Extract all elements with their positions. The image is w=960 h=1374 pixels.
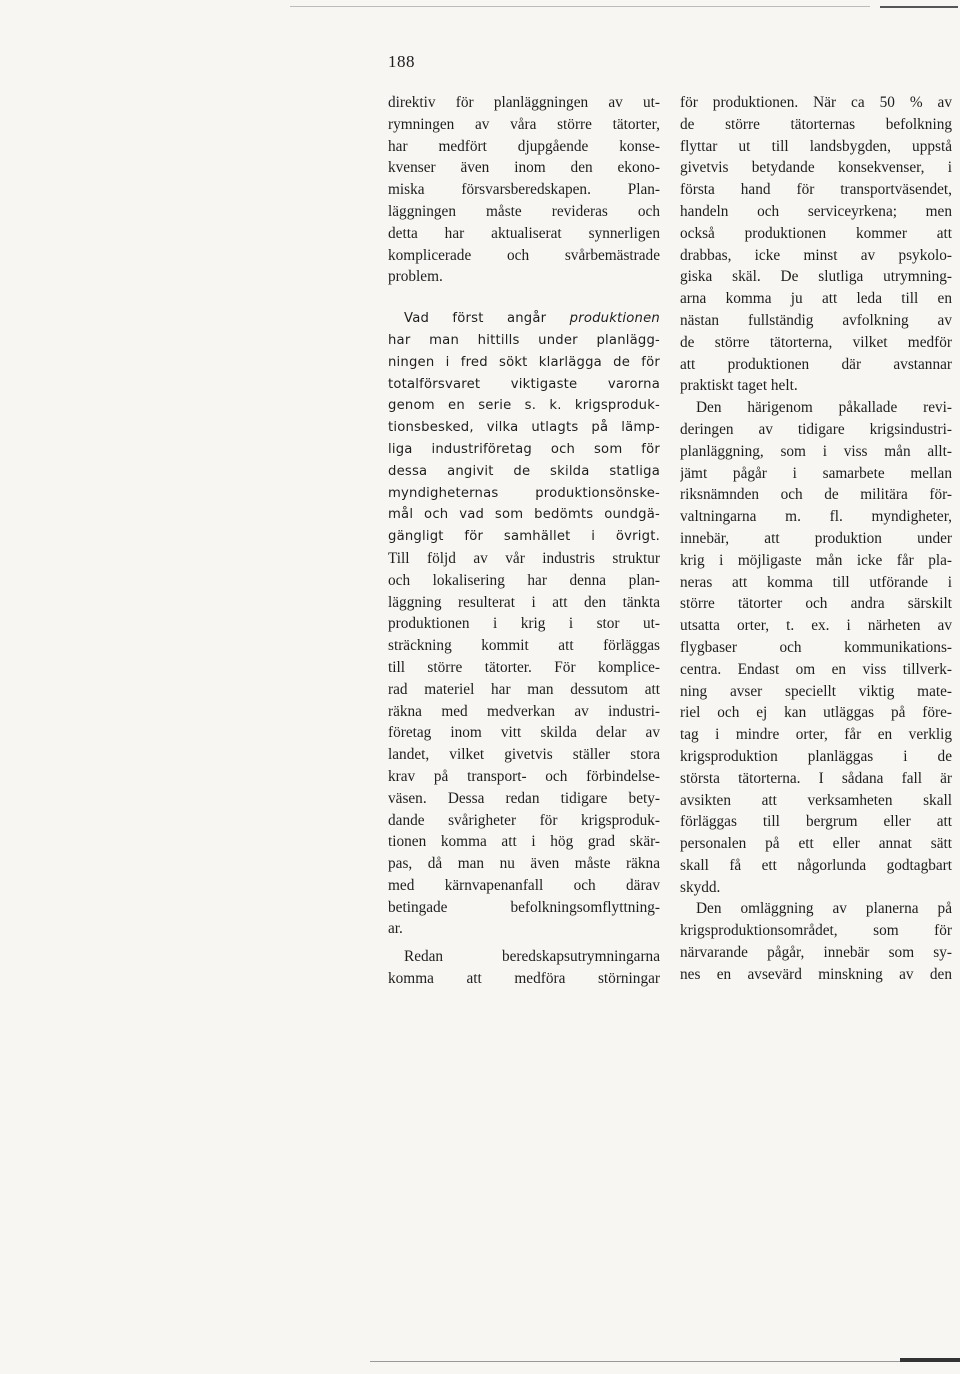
- page-number: 188: [388, 52, 415, 71]
- text-line: Den härigenom påkallade revi-: [696, 399, 952, 417]
- text-line: neras att komma till utförande i: [680, 573, 952, 591]
- text-line: har medfört djupgående konse-: [388, 137, 660, 155]
- text-line: krigsproduktionsområdet, som för: [680, 922, 952, 940]
- text-line: valtningarna m. fl. myndigheter,: [680, 508, 952, 526]
- text-line: deringen av tidigare krigsindustri-: [680, 420, 952, 438]
- text-line: läggning resulterat i att den tänkta: [388, 593, 660, 611]
- text-line: miska försvarsberedskapen. Plan-: [388, 181, 660, 199]
- text-line: planläggning, som i viss mån allt-: [680, 442, 952, 460]
- text-line: största tätorterna. I sådana fall är: [680, 769, 952, 787]
- text-line: större tätorter och andra särskilt: [680, 595, 952, 613]
- text-line: krigsproduktion planläggas i de: [680, 747, 952, 765]
- text-line: gängligt för samhället i övrigt.: [388, 529, 660, 545]
- text-line: krav på transport- och förbindelse-: [388, 767, 660, 785]
- text-line: tag i mindre orter, får en verklig: [680, 726, 952, 744]
- text-line: tionen komma att i hög grad skär-: [388, 833, 660, 851]
- text-line: de större tätorternas befolkning: [680, 115, 952, 133]
- text-line: [388, 308, 660, 330]
- text-line: genom en serie s. k. krigsproduk-: [388, 398, 660, 414]
- text-line: handeln och serviceyrkena; men: [680, 202, 952, 220]
- text-line: mål och vad som bedömts oundgä-: [388, 507, 660, 523]
- left-paragraph-1: [388, 92, 660, 288]
- text-line: läggningen måste revideras och: [388, 202, 660, 220]
- text-line: flyttar ut till landsbygden, uppstå: [680, 137, 952, 155]
- text-line: riksnämnden och de militära för-: [680, 486, 952, 504]
- text-line: att produktionen där avstannar: [680, 355, 952, 373]
- text-line: komplicerade och svårbemästrade: [388, 246, 660, 264]
- text-line: produktionen i krig i stor ut-: [388, 615, 660, 633]
- text-line: Redan beredskapsutrymningarna: [404, 948, 660, 966]
- text-line: centra. Endast om en viss tillverk-: [680, 660, 952, 678]
- text-line: ningen i fred sökt klarlägga de för: [388, 354, 660, 370]
- italic-keyword: produktionen: [569, 311, 660, 327]
- text-line: komma att medföra störningar: [388, 970, 660, 988]
- text-line: drabbas, icke minst av psykolo-: [680, 246, 952, 264]
- text-line: personalen på ett eller annat sätt: [680, 835, 952, 853]
- right-paragraph-3: [680, 898, 952, 985]
- paragraph-gap: [388, 288, 660, 308]
- text-line: krig i möjligaste mån icke får pla-: [680, 551, 952, 569]
- scan-edge-bottom: [370, 1361, 960, 1362]
- text-line: och lokalisering har denna plan-: [388, 571, 660, 589]
- text-line: liga industriföretag och som för: [388, 441, 660, 457]
- text-line: arna komma ju att leda till en: [680, 290, 952, 308]
- text-line: företag inom vitt skilda delar av: [388, 724, 660, 742]
- right-paragraph-2: [680, 397, 952, 898]
- text-line: nes en avsevärd minskning av den: [680, 965, 952, 983]
- text-line: direktiv för planläggningen av ut-: [388, 94, 660, 111]
- text-line: för produktionen. När ca 50 % av: [680, 94, 952, 111]
- left-paragraph-2: [388, 308, 660, 940]
- text-line: har man hittills under planlägg-: [388, 332, 660, 348]
- text-line: riel och ej kan utläggas på före-: [680, 704, 952, 722]
- text-line: förläggas till bergrum eller att: [680, 813, 952, 831]
- right-column: [680, 92, 952, 986]
- text-line: också produktionen kommer att: [680, 224, 952, 242]
- right-paragraph-1: [680, 92, 952, 397]
- text-line: de större tätorterna, vilket medför: [680, 333, 952, 351]
- text-line: innebär, att produktion under: [680, 529, 952, 547]
- text-line: väsen. Dessa redan tidigare bety-: [388, 789, 660, 807]
- text-line: jämt pågår i samarbete mellan: [680, 464, 952, 482]
- text-line: rad materiel har man dessutom att: [388, 680, 660, 698]
- text-line: detta har aktualiserat synnerligen: [388, 224, 660, 242]
- scan-edge-top-faint: [290, 6, 870, 7]
- text-line: skall få ett någorlunda godtagbart: [680, 856, 952, 874]
- text-line: avsikten att verksamheten skall: [680, 791, 952, 809]
- text-line: giska skäl. De slutliga utrymning-: [680, 268, 952, 286]
- text-line: problem.: [388, 268, 443, 286]
- text-line: flygbaser och kommunikations-: [680, 638, 952, 656]
- text-line: praktiskt taget helt.: [680, 377, 798, 395]
- text-line: pas, då man nu även måste räkna: [388, 855, 660, 873]
- text-line: Den omläggning av planerna på: [696, 900, 952, 918]
- text-line: nästan fullständig avfolkning av: [680, 311, 952, 329]
- text-line: tionsbesked, vilka utlagts på lämp-: [388, 420, 660, 436]
- text-line: betingade befolkningsomflyttning-: [388, 898, 660, 916]
- text-line: ar.: [388, 920, 403, 938]
- text-line: landet, vilket givetvis ställer stora: [388, 746, 660, 764]
- text-line: till större tätorter. För komplice-: [388, 658, 660, 676]
- text-line: rymningen av våra större tätorter,: [388, 115, 660, 133]
- scan-edge-bottom-dark: [900, 1358, 960, 1362]
- text-line: skydd.: [680, 878, 721, 896]
- text-line: räkna med medverkan av industri-: [388, 702, 660, 720]
- text-line: första hand för transportväsendet,: [680, 181, 952, 199]
- text-line: utsatta orter, t. ex. i närheten av: [680, 617, 952, 635]
- left-paragraph-3: [388, 946, 660, 990]
- text-line: Till följd av vår industris struktur: [388, 549, 660, 567]
- left-column: [388, 92, 660, 990]
- lead-text: Vad först angår: [404, 311, 570, 327]
- text-line: givetvis betydande konsekvenser, i: [680, 159, 952, 177]
- text-line: sträckning kommit att förläggas: [388, 637, 660, 655]
- text-line: dande svårigheter för krigsproduk-: [388, 811, 660, 829]
- text-line: med kärnvapenanfall och därav: [388, 876, 660, 894]
- text-line: myndigheternas produktionsönske-: [388, 485, 660, 501]
- text-line: närvarande pågår, innebär som sy-: [680, 944, 952, 962]
- text-line: dessa angivit de skilda statliga: [388, 463, 660, 479]
- text-line: ning avser speciellt viktig mate-: [680, 682, 952, 700]
- text-line: totalförsvaret viktigaste varorna: [388, 376, 660, 392]
- scan-edge-top: [880, 6, 958, 8]
- text-line: kvenser även inom den ekono-: [388, 159, 660, 177]
